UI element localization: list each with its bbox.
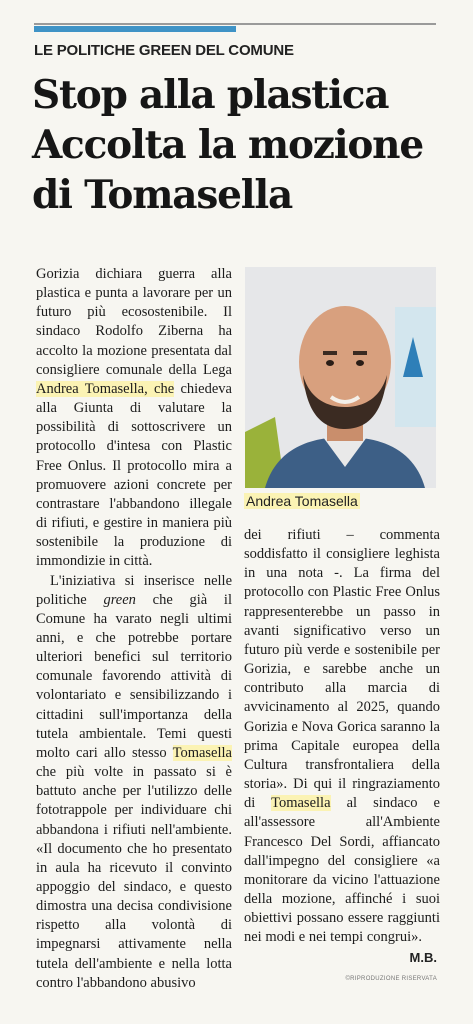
highlight-name: Tomasella xyxy=(172,744,232,761)
headline-line-1: Stop alla plastica xyxy=(32,72,389,118)
section-accent-bar xyxy=(34,26,236,32)
portrait-photo xyxy=(245,267,436,488)
section-kicker: LE POLITICHE GREEN DEL COMUNE xyxy=(34,42,294,59)
photo-caption: Andrea Tomasella xyxy=(246,493,358,509)
copyright-notice: ©RIPRODUZIONE RISERVATA xyxy=(345,976,437,982)
article-column-1 xyxy=(36,265,232,993)
headline-line-3: di Tomasella xyxy=(32,172,293,218)
highlight-name: Tomasella xyxy=(271,795,331,812)
headline xyxy=(32,70,452,220)
paragraph-1: Gorizia dichiara guerra alla plastica e punta a lavorare per un futuro più ecosostenibile. Il sindaco Rodolfo Ziberna ha accolto la mozione presentata dal consigliere comunale della Lega Andrea Tomasella, che chiedeva alla Giunta di valutare la possibilità di sottoscrivere un protocollo d'intesa con Plastic Free Onlus. Il protocollo mira a promuovere azioni concrete per contrastare l'abbandono illegale di rifiuti, e gestire in maniera più sostenibile la produzione di immondizie in città. xyxy=(36,266,232,570)
paragraph-3: dei rifiuti – commenta soddisfatto il consigliere leghista in una nota -. La firma del protocollo con Plastic Free Onlus rappresenterebbe un passo in avanti significativo verso un futuro più verde e sostenibile per Gorizia, e sarebbe anche un contributo alla marcia di avvicinamento al 2025, quando Gorizia e Nova Gorica saranno la prima Capitale europea della Cultura transfrontaliera della storia». Di qui il ringraziamento di Tomasella al sindaco e all'assessore all'Ambiente Francesco Del Sordi, affiancato dall'impegno del consigliere «a monitorare da vicino l'attuazione della mozione, affinché i suoi obiettivi possano essere raggiunti nei modi e nei tempi congrui». xyxy=(244,527,440,946)
top-rule xyxy=(34,23,436,25)
paragraph-2: L'iniziativa si inserisce nelle politiche green che già il Comune ha varato negli ultimi anni, e che potrebbe portare ulteriori benefici sul territorio comunale favorendo attività di volontariato e sensibilizzando i cittadini sull'importanza della tutela ambientale. Temi questi molto cari allo stesso Tomasella che più volte in passato si è battuto anche per l'utilizzo delle fototrappole per individuare chi abbandona i rifiuti nell'ambiente. «Il documento che ho presentato in aula ha ricevuto il convinto appoggio del sindaco, e questo dimostra una decisa condivisione rispetto alla volontà di impegnarsi attivamente nella tutela dell'ambiente e nella lotta contro l'abbandono abusivo xyxy=(36,572,232,991)
author-initials: M.B. xyxy=(409,950,437,965)
portrait-illustration xyxy=(245,267,436,488)
article-column-2 xyxy=(244,526,440,947)
highlight-name: Andrea Tomasella, che xyxy=(36,380,175,397)
headline-line-2: Accolta la mozione xyxy=(32,122,423,168)
